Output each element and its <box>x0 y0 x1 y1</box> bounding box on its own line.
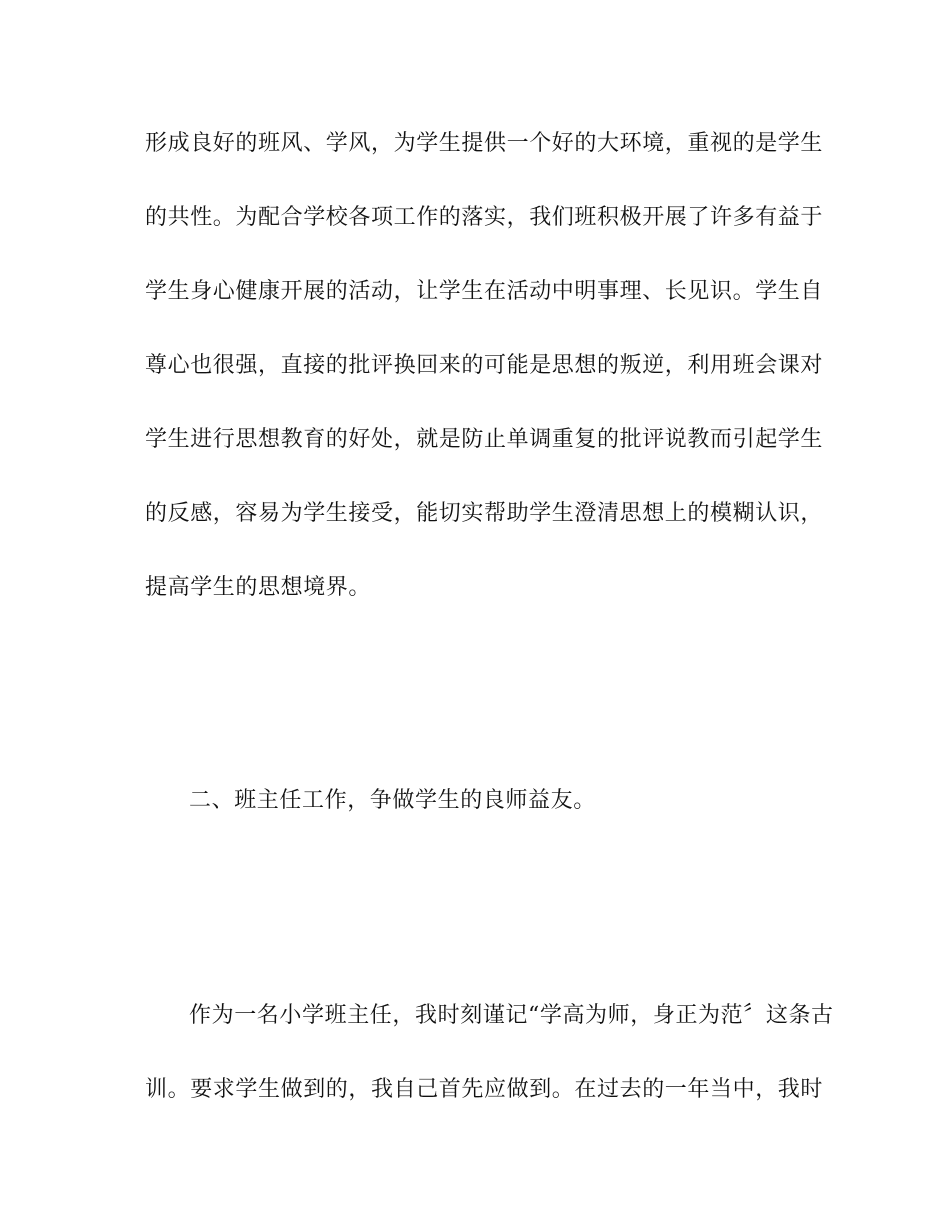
paragraph-1-line-3: 学生身心健康开展的活动，让学生在活动中明事理、长见识。学生自 <box>145 279 824 304</box>
paragraph-2-line-1: 作为一名小学班主任，我时刻谨记“学高为师，身正为范〞这条古 <box>189 1003 834 1028</box>
paragraph-1-line-4: 尊心也很强，直接的批评换回来的可能是思想的叛逆，利用班会课对 <box>145 353 824 378</box>
paragraph-2-line-2: 训。要求学生做到的，我自己首先应做到。在过去的一年当中，我时 <box>145 1077 824 1102</box>
paragraph-1-line-7: 提高学生的思想境界。 <box>145 575 372 600</box>
paragraph-1-line-1: 形成良好的班风、学风，为学生提供一个好的大环境，重视的是学生 <box>145 131 824 156</box>
paragraph-1-line-5: 学生进行思想教育的好处，就是防止单调重复的批评说教而引起学生 <box>145 427 824 452</box>
paragraph-1-line-6: 的反感，容易为学生接受，能切实帮助学生澄清思想上的模糊认识， <box>145 501 824 526</box>
paragraph-1-line-2: 的共性。为配合学校各项工作的落实，我们班积极开展了许多有益于 <box>145 205 824 230</box>
section-heading-2: 二、班主任工作，争做学生的良师益友。 <box>189 788 596 813</box>
